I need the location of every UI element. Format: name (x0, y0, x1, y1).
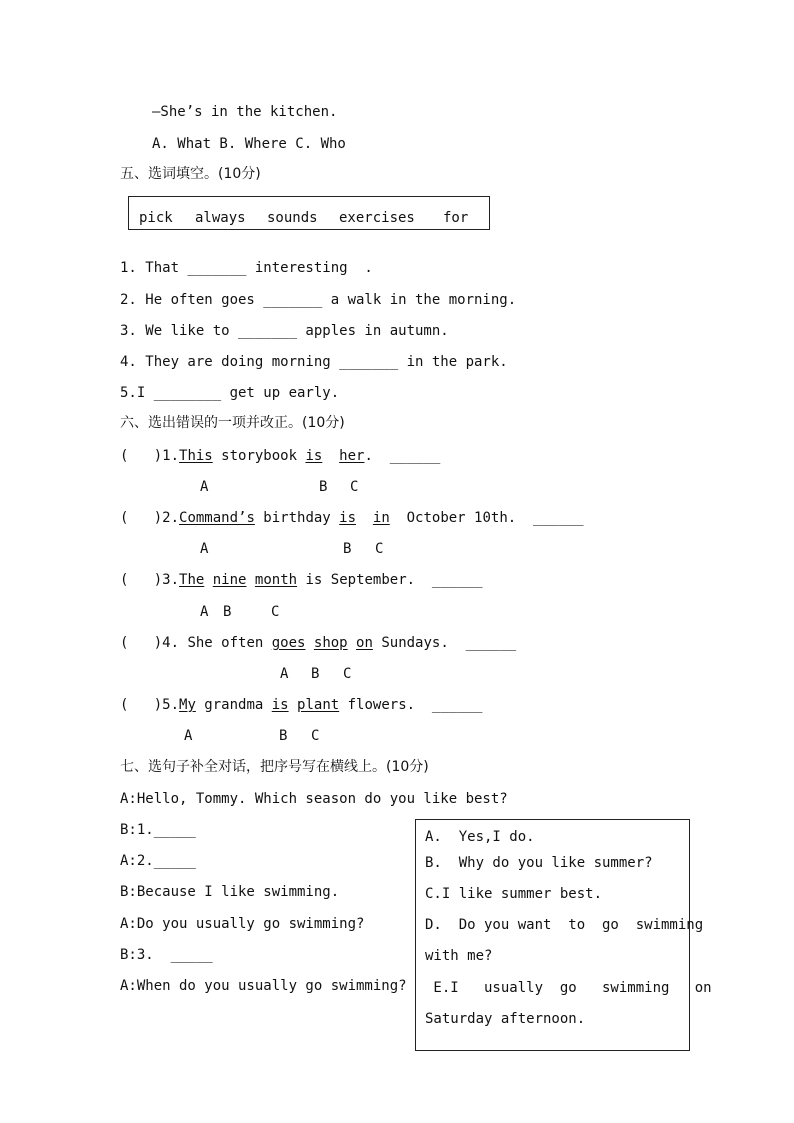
label-c: C (375, 541, 384, 557)
label-c: C (271, 604, 280, 620)
label-b: B (223, 604, 232, 620)
label-a: A (200, 604, 209, 620)
part-b: is (339, 510, 357, 526)
fill-item: 2. He often goes _______ a walk in the morning. (120, 292, 517, 308)
word-bank-item: for (443, 210, 469, 226)
dialogue-line: B:3. _____ (120, 947, 213, 963)
section7-heading: 七、选句子补全对话，把序号写在横线上。(10分) (120, 759, 429, 775)
label-b: B (279, 728, 288, 744)
error-item (120, 634, 516, 652)
fill-item: 4. They are doing morning _______ in the park. (120, 354, 508, 370)
error-item (120, 509, 584, 527)
item-number: ( )2. (120, 510, 180, 526)
label-c: C (311, 728, 320, 744)
item-text (204, 572, 212, 588)
item-text (322, 448, 339, 464)
word-bank (128, 196, 490, 230)
option-item: E.I usually go swimming on (425, 980, 712, 996)
label-a: A (280, 666, 289, 682)
word-bank-item: exercises (339, 210, 415, 226)
option-item: with me? (425, 948, 493, 964)
part-a: This (179, 448, 213, 464)
dialogue-line: B:Because I like swimming. (120, 884, 340, 900)
section6-heading: 六、选出错误的一项并改正。(10分) (120, 415, 345, 431)
part-c: on (356, 635, 373, 651)
dialogue-line: B:1._____ (120, 822, 196, 838)
item-text (289, 697, 297, 713)
answer-options: A. What B. Where C. Who (152, 136, 346, 152)
part-c: month (254, 572, 298, 588)
item-number: ( )1. (120, 448, 180, 464)
item-text (246, 572, 254, 588)
part-c: in (372, 510, 390, 526)
part-b: is (305, 448, 323, 464)
error-item (120, 571, 483, 589)
option-item: Saturday afternoon. (425, 1011, 586, 1027)
item-text (348, 635, 356, 651)
item-number: ( )3. (120, 572, 180, 588)
label-a: A (184, 728, 193, 744)
item-text (305, 635, 313, 651)
item-text: is September. ______ (297, 572, 483, 588)
label-c: C (343, 666, 352, 682)
fill-item: 5.I ________ get up early. (120, 385, 340, 401)
item-text: birthday (254, 510, 340, 526)
item-text: grandma (195, 697, 272, 713)
option-item: A. Yes,I do. (425, 829, 535, 845)
part-b: is (271, 697, 289, 713)
dialogue-line: A:When do you usually go swimming? (120, 978, 407, 994)
item-number: ( )4. (120, 635, 180, 651)
error-item (120, 696, 482, 714)
word-bank-item: pick (139, 210, 173, 226)
section5-heading: 五、选词填空。(10分) (120, 166, 261, 182)
part-a: goes (271, 635, 306, 651)
item-text: October 10th. ______ (389, 510, 584, 526)
part-c: her (339, 448, 365, 464)
dialogue-line: A:Do you usually go swimming? (120, 916, 365, 932)
part-a: My (179, 697, 196, 713)
item-text: She often (179, 635, 272, 651)
word-bank-item: sounds (267, 210, 318, 226)
dialogue-line: A:2._____ (120, 853, 196, 869)
fill-item: 3. We like to _______ apples in autumn. (120, 323, 449, 339)
answer-line: —She’s in the kitchen. (152, 104, 338, 120)
part-c: plant (297, 697, 340, 713)
item-text (356, 510, 373, 526)
option-item: D. Do you want to go swimming (425, 917, 704, 933)
label-a: A (200, 541, 209, 557)
part-b: nine (212, 572, 247, 588)
item-text: storybook (212, 448, 306, 464)
label-b: B (319, 479, 328, 495)
option-item: B. Why do you like summer? (425, 855, 653, 871)
word-bank-item: always (195, 210, 246, 226)
fill-item: 1. That _______ interesting . (120, 260, 373, 276)
dialogue-line: A:Hello, Tommy. Which season do you like best? (120, 791, 508, 807)
option-item: C.I like summer best. (425, 886, 603, 902)
label-a: A (200, 479, 209, 495)
item-text: . ______ (364, 448, 441, 464)
sentence-options-box (415, 819, 712, 1051)
label-b: B (311, 666, 320, 682)
item-number: ( )5. (120, 697, 180, 713)
label-c: C (350, 479, 359, 495)
item-text: flowers. ______ (339, 697, 483, 713)
part-b: shop (313, 635, 348, 651)
label-b: B (343, 541, 352, 557)
error-item (120, 447, 440, 465)
part-a: Command’s (179, 510, 255, 526)
part-a: The (179, 572, 205, 588)
item-text: Sundays. ______ (372, 635, 517, 651)
